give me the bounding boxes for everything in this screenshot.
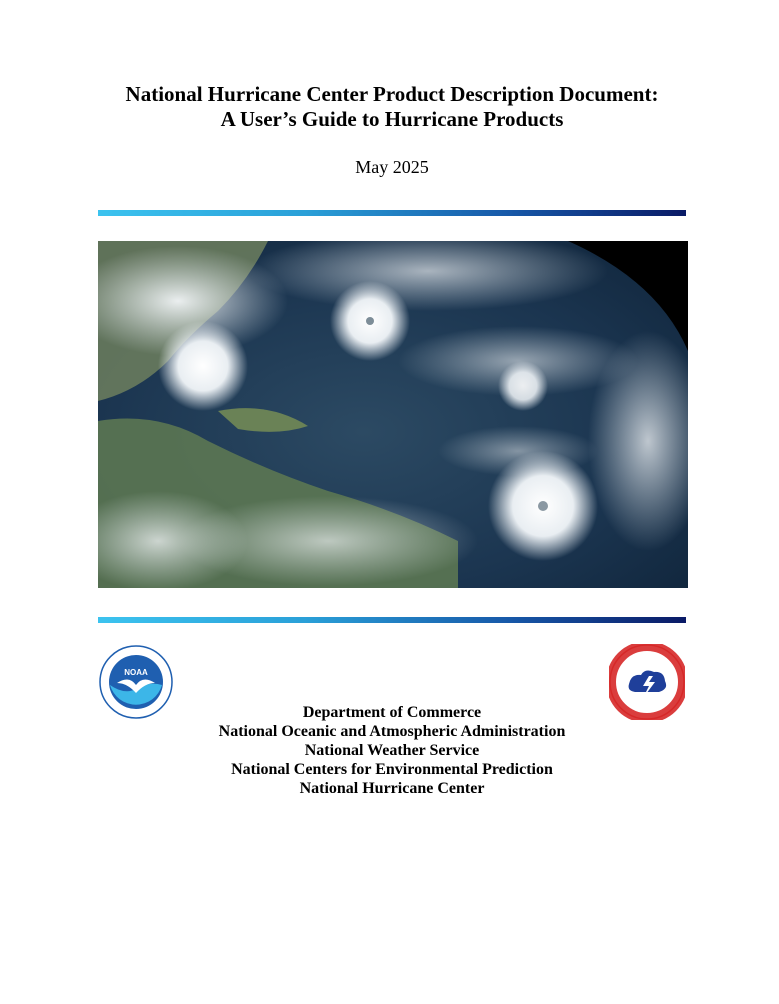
agency-department-of-commerce: Department of Commerce [302, 704, 482, 721]
title-line-1: National Hurricane Center Product Description Document: [125, 82, 659, 106]
document-title [60, 82, 724, 132]
cover-satellite-image [98, 241, 688, 588]
agency-nws: National Weather Service [304, 742, 480, 759]
agency-nhc: National Hurricane Center [299, 780, 485, 797]
title-line-2: A User’s Guide to Hurricane Products [220, 107, 564, 131]
agency-noaa: National Oceanic and Atmospheric Administration [218, 723, 566, 740]
agency-list [150, 703, 634, 798]
agency-ncep: National Centers for Environmental Prediction [231, 761, 553, 778]
bottom-divider [98, 617, 686, 623]
top-divider [98, 210, 686, 216]
publication-date: May 2025 [355, 157, 429, 177]
noaa-logo-text: NOAA [124, 668, 148, 677]
